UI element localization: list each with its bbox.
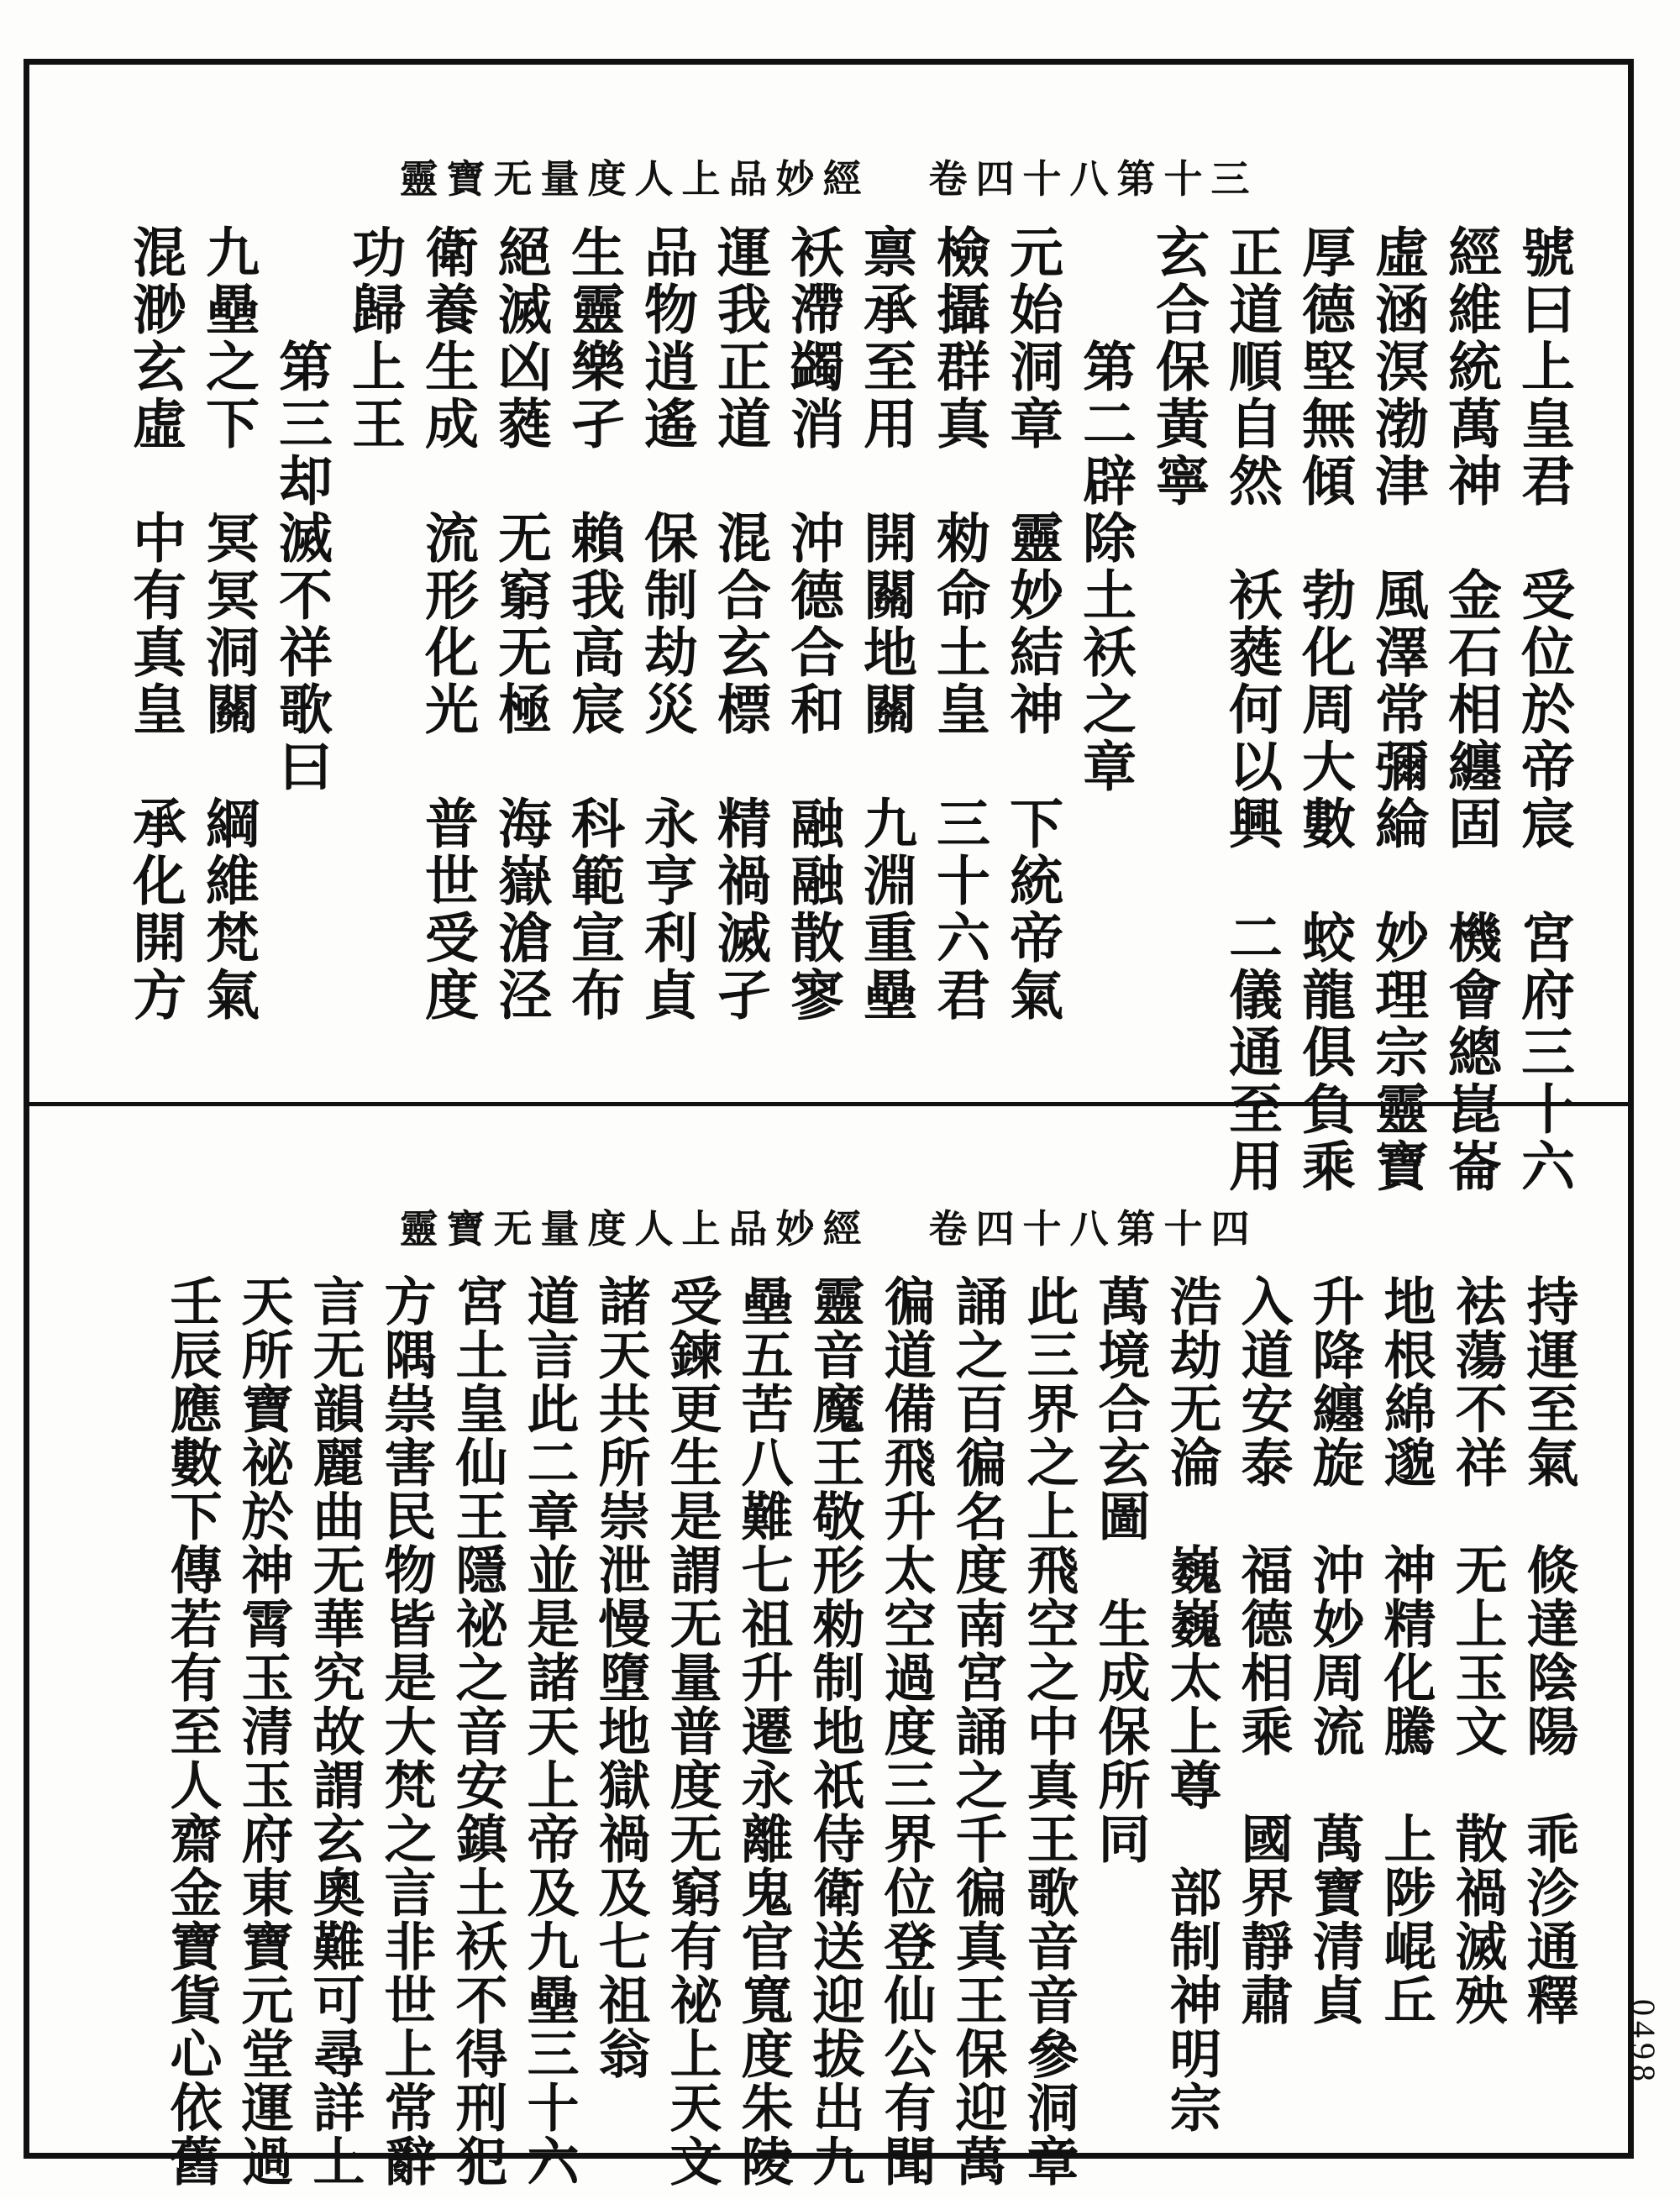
upper-page [29,65,1628,1195]
chapter-heading: 第三却滅不祥歌曰 [270,224,333,795]
header-section: 卷四十八第十三 [928,156,1258,202]
text-column: 袪蕩不祥 无上玉文 散禍滅殃 [1446,1274,1508,2027]
text-column: 功歸上王 [343,224,406,453]
text-column: 徧道備飛升太空過度三界位登仙公有聞 [875,1274,937,2188]
text-columns [154,1274,1582,2188]
text-column: 禀承至用 開關地關 九淵重壘 [854,224,917,1024]
text-columns [116,224,1578,1195]
text-column: 九壘之下 冥冥洞關 綱維梵氣 [197,224,260,1024]
header-title: 靈寶无量度人上品妙經 [399,156,870,202]
text-column: 元始洞章 靈妙結神 下統帝氣 [1000,224,1063,1024]
text-column: 地根綿邈 神精化騰 上陟崐丘 [1375,1274,1436,2027]
text-column: 誦之百徧名度南宮誦之千徧真王保迎萬 [947,1274,1008,2188]
text-column: 方隅祟害民物皆是大梵之言非世上常辭 [375,1274,437,2188]
text-column: 虛涵溟渤津 風澤常彌綸 妙理宗靈寶 [1366,224,1429,1195]
text-column: 靈音魔王敬形勑制地祇侍衛送迎拔出九 [804,1274,865,2188]
text-column: 天所寶祕於神霄玉清玉府東寶元堂運過 [233,1274,294,2188]
text-column: 言无韻麗曲无華究故謂玄奧難可尋詳上 [304,1274,365,2188]
page-number: 0498 [1625,1999,1662,2086]
text-column: 絕滅凶蕤 无窮无極 海嶽滄泾 [489,224,552,1024]
lower-page [29,1106,1628,2188]
text-column: 衛養生成 流形化光 普世受度 [416,224,479,1024]
text-column: 此三界之上飛空之中真王歌音音參洞章 [1018,1274,1079,2188]
text-column: 正道順自然 袄蕤何以興 二儀通至用 [1220,224,1283,1195]
text-column: 袄滯蠲消 沖德合和 融融散寥 [781,224,844,1024]
text-column: 持運至氣 倐達陰陽 乖沴通釋 [1518,1274,1579,2027]
text-column: 入道安泰 福德相乘 國界靜肅 [1232,1274,1294,2027]
text-column: 升降纏旋 沖妙周流 萬寶清貞 [1304,1274,1365,2027]
text-column: 宮土皇仙王隱祕之音安鎮土袄不得刑犯 [447,1274,508,2188]
text-column: 壬辰應數下傳若有至人齋金寶貨心依舊 [161,1274,223,2188]
text-column: 壘五苦八難七祖升遷永離鬼官寬度朱陵 [732,1274,794,2188]
page-header [29,149,1628,204]
text-column: 浩劫无淪 巍巍太上尊 部制神明宗 [1161,1274,1222,2134]
text-column: 生靈樂孑 賴我高宸 科範宣布 [562,224,625,1024]
text-column: 經維統萬神 金石相纏固 機會總崑崙 [1439,224,1502,1195]
text-column: 諸天共所崇泄慢墮地獄禍及七祖翁 [590,1274,651,2081]
page-header [29,1199,1628,1254]
header-section: 卷四十八第十四 [928,1206,1258,1252]
header-title: 靈寶无量度人上品妙經 [399,1206,870,1252]
text-column: 混渺玄虛 中有真皇 承化開方 [123,224,186,1024]
text-column: 品物逍遙 保制劫災 永亨利貞 [635,224,698,1024]
text-column: 運我正道 混合玄標 精禍滅孑 [708,224,771,1024]
text-column: 萬境合玄圖 生成保所同 [1089,1274,1151,1866]
text-column: 號曰上皇君 受位於帝宸 宮府三十六 [1512,224,1575,1195]
chapter-heading: 第二辟除土袄之章 [1074,224,1137,795]
text-column: 受鍊更生是謂无量普度无窮有祕上天文 [661,1274,722,2188]
text-column: 道言此二章並是諸天上帝及九壘三十六 [518,1274,580,2188]
text-column: 玄合保黃寧 [1147,224,1210,510]
text-column: 厚德堅無傾 勃化周大數 蛟龍俱負乘 [1293,224,1356,1195]
text-column: 檢攝群真 勑命土皇 三十六君 [927,224,990,1024]
